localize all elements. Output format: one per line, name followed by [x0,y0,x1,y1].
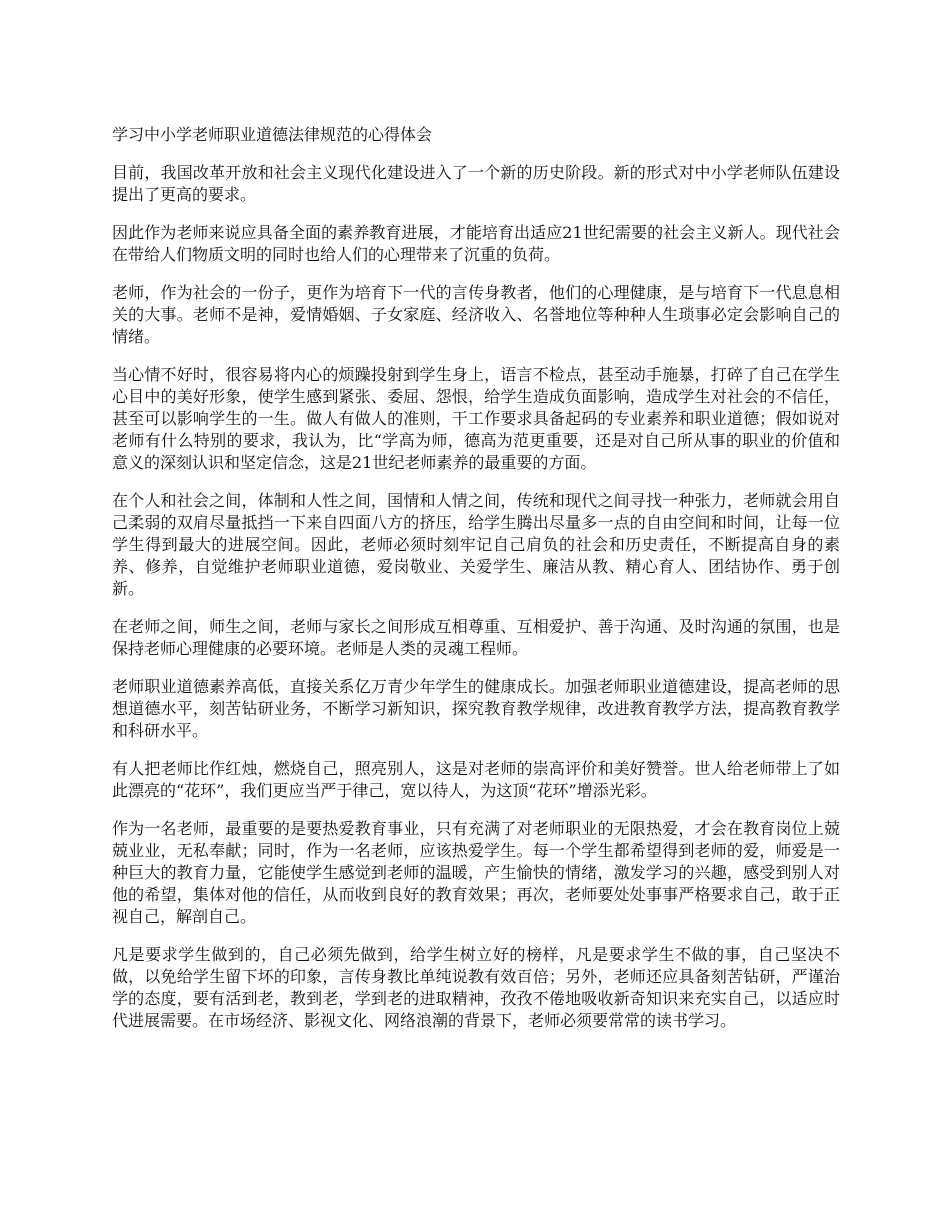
paragraph-1: 目前，我国改革开放和社会主义现代化建设进入了一个新的历史阶段。新的形式对中小学老师队伍建设提出了更高的要求。 [112,163,840,204]
paragraph-2: 因此作为老师来说应具备全面的素养教育进展，才能培育出适应21世纪需要的社会主义新人。现代社会在带给人们物质文明的同时也给人们的心理带来了沉重的负荷。 [112,223,840,264]
paragraph-9: 作为一名老师，最重要的是要热爱教育事业，只有充满了对老师职业的无限热爱，才会在教育岗位上兢兢业业，无私奉献；同时，作为一名老师，应该热爱学生。每一个学生都希望得到老师的爱，师爱是一种巨大的教育力量，它能使学生感觉到老师的温暖，产生愉快的情绪，激发学习的兴趣，感受到别人对他的希望，集体对他的信任，从而收到良好的教育效果；再次，老师要处处事事严格要求自己，敢于正视自己，解剖自己。 [112,819,840,926]
paragraph-3: 老师，作为社会的一份子，更作为培育下一代的言传身教者，他们的心理健康，是与培育下一代息息相关的大事。老师不是神，爱情婚姻、子女家庭、经济收入、名誉地位等种种人生琐事必定会影响自己的情绪。 [112,283,840,346]
document-page [112,124,840,1048]
paragraph-6: 在老师之间，师生之间，老师与家长之间形成互相尊重、互相爱护、善于沟通、及时沟通的氛围，也是保持老师心理健康的必要环境。老师是人类的灵魂工程师。 [112,617,840,658]
document-title: 学习中小学老师职业道德法律规范的心得体会 [112,125,433,144]
paragraph-5: 在个人和社会之间，体制和人性之间，国情和人情之间，传统和现代之间寻找一种张力，老师就会用自己柔弱的双肩尽量抵挡一下来自四面八方的挤压，给学生腾出尽量多一点的自由空间和时间，让每一位学生得到最大的进展空间。因此，老师必须时刻牢记自己肩负的社会和历史责任，不断提高自身的素养、修养，自觉维护老师职业道德，爱岗敬业、关爱学生、廉洁从教、精心育人、团结协作、勇于创新。 [112,491,840,598]
paragraph-10: 凡是要求学生做到的，自己必须先做到，给学生树立好的榜样，凡是要求学生不做的事，自己坚决不做，以免给学生留下坏的印象，言传身教比单纯说教有效百倍；另外，老师还应具备刻苦钻研，严谨治学的态度，要有活到老，教到老，学到老的进取精神，孜孜不倦地吸收新奇知识来充实自己，以适应时代进展需要。在市场经济、影视文化、网络浪潮的背景下，老师必须要常常的读书学习。 [112,945,840,1030]
paragraph-8: 有人把老师比作红烛，燃烧自己，照亮别人，这是对老师的崇高评价和美好赞誉。世人给老师带上了如此漂亮的“花环”，我们更应当严于律己，宽以待人，为这顶“花环”增添光彩。 [112,759,840,800]
paragraph-7: 老师职业道德素养高低，直接关系亿万青少年学生的健康成长。加强老师职业道德建设，提高老师的思想道德水平，刻苦钻研业务，不断学习新知识，探究教育教学规律，改进教育教学方法，提高教育教学和科研水平。 [112,677,840,740]
paragraph-4: 当心情不好时，很容易将内心的烦躁投射到学生身上，语言不检点，甚至动手施暴，打碎了自己在学生心目中的美好形象，使学生感到紧张、委屈、怨恨，给学生造成负面影响，造成学生对社会的不信任，甚至可以影响学生的一生。做人有做人的准则，干工作要求具备起码的专业素养和职业道德；假如说对老师有什么特别的要求，我认为，比“学高为师，德高为范更重要，还是对自己所从事的职业的价值和意义的深刻认识和坚定信念，这是21世纪老师素养的最重要的方面。 [112,365,840,472]
